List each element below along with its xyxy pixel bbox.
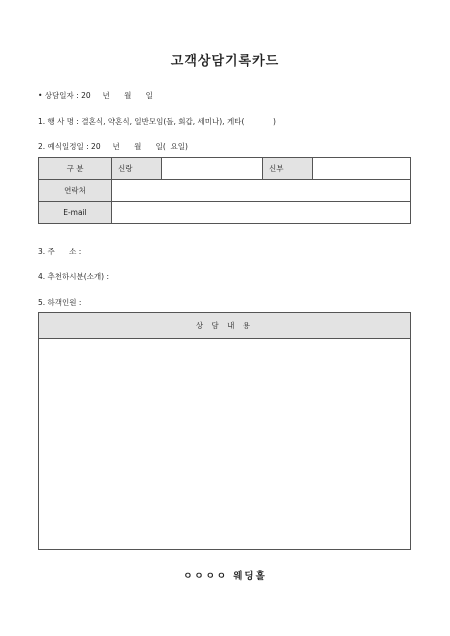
contact-label: 연락처 bbox=[39, 180, 112, 202]
referrer-line: 4. 추천하시분(소개) : bbox=[38, 272, 110, 281]
event-name-line: 1. 행 사 명 : 결혼식, 약혼식, 일반모임(돌, 회갑, 세미나), 게타( ) bbox=[38, 117, 276, 126]
address-line: 3. 주 소 : bbox=[38, 247, 82, 256]
groom-label: 신랑 bbox=[112, 158, 162, 180]
wedding-hall-name: ㅇㅇㅇㅇ 웨딩홀 bbox=[183, 571, 267, 582]
table-row bbox=[39, 202, 411, 224]
bride-label: 신부 bbox=[263, 158, 313, 180]
guests-line: 5. 하객인원 : bbox=[38, 298, 82, 307]
consultation-content-header: 상 담 내 용 bbox=[39, 313, 410, 339]
bride-field[interactable] bbox=[313, 158, 411, 180]
consultation-content-area[interactable] bbox=[39, 339, 410, 549]
form-title: 고객상담기록카드 bbox=[170, 54, 280, 69]
consult-date-line: • 상담일자 : 20 년 월 일 bbox=[38, 91, 153, 100]
category-label: 구 분 bbox=[39, 158, 112, 180]
contact-field[interactable] bbox=[112, 180, 411, 202]
wedding-date-line: 2. 예식일정일 : 20 년 월 일( 요일) bbox=[38, 142, 188, 151]
consultation-content-box bbox=[38, 312, 411, 550]
customer-info-table bbox=[38, 157, 411, 224]
groom-field[interactable] bbox=[162, 158, 263, 180]
table-row bbox=[39, 158, 411, 180]
email-label: E-mail bbox=[39, 202, 112, 224]
email-field[interactable] bbox=[112, 202, 411, 224]
table-row bbox=[39, 180, 411, 202]
